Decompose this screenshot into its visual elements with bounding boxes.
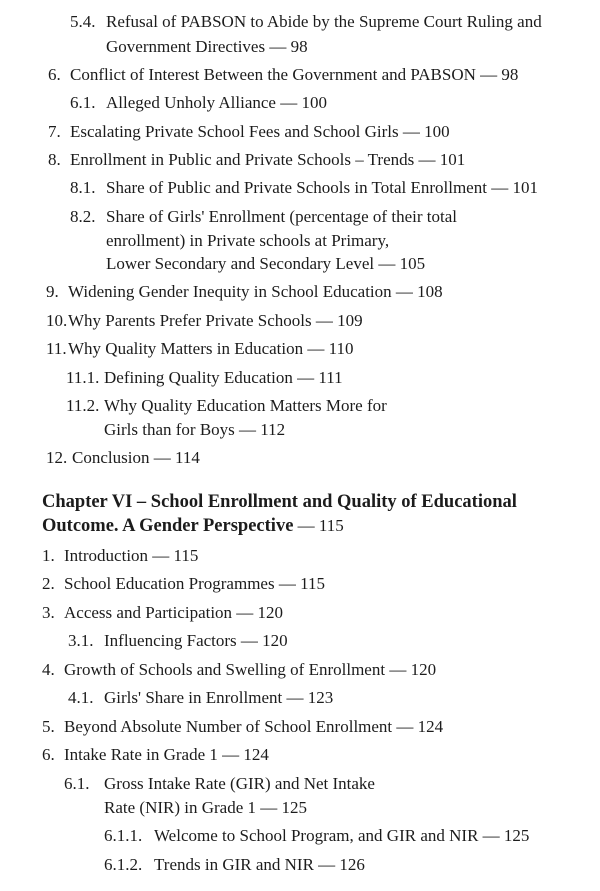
- toc-entry-title: Share of Public and Private Schools in Total Enrollment — 101: [106, 178, 538, 197]
- chapter-title-line2: Outcome. A Gender Perspective: [42, 516, 294, 536]
- toc-entry-number: 6.1.2.: [104, 855, 143, 874]
- toc-entry-number: 6.1.: [64, 774, 90, 793]
- toc-entry-title: Introduction — 115: [64, 546, 199, 565]
- toc-entry-title: Welcome to School Program, and GIR and NIR — 125: [154, 826, 530, 845]
- toc-entry-title: Escalating Private School Fees and School Girls — 100: [70, 122, 450, 141]
- toc-entry-number: 3.: [42, 603, 55, 622]
- toc-entry-title: Conclusion — 114: [72, 448, 200, 467]
- toc-entry-number: 2.: [42, 574, 55, 593]
- toc-entry-title: Intake Rate in Grade 1 — 124: [64, 745, 269, 764]
- toc-entry-number: 4.: [42, 660, 55, 679]
- toc-entry-number: 12.: [46, 448, 68, 467]
- toc-entry-number: 5.: [42, 717, 55, 736]
- toc-entry-title: Growth of Schools and Swelling of Enrollment — 120: [64, 660, 437, 679]
- toc-entry-number: 7.: [48, 122, 61, 141]
- chapter-title-line1: Chapter VI – School Enrollment and Quality of Educational: [42, 492, 517, 512]
- toc-entry-title: enrollment) in Private schools at Primary,: [106, 231, 390, 250]
- toc-entry-number: 6.: [48, 65, 61, 84]
- toc-entry-title: Alleged Unholy Alliance — 100: [106, 93, 327, 112]
- toc-entry-number: 11.: [46, 339, 67, 358]
- chapter-heading-line2: [42, 515, 344, 537]
- toc-entry-title: School Education Programmes — 115: [64, 574, 325, 593]
- toc-entry-number: 4.1.: [68, 688, 94, 707]
- toc-entry-number: 5.4.: [70, 12, 96, 31]
- toc-entry-title: Government Directives — 98: [106, 37, 308, 56]
- toc-entry-title: Lower Secondary and Secondary Level — 105: [106, 254, 426, 273]
- toc-entry-number: 3.1.: [68, 631, 94, 650]
- toc-entry-title: Gross Intake Rate (GIR) and Net Intake: [104, 774, 375, 793]
- toc-entry-number: 11.2.: [66, 396, 100, 415]
- toc-entry-number: 6.: [42, 745, 55, 764]
- toc-entry-title: Refusal of PABSON to Abide by the Supreme Court Ruling and: [106, 12, 542, 31]
- toc-entry-title: Beyond Absolute Number of School Enrollment — 124: [64, 717, 444, 736]
- toc-entry-title: Access and Participation — 120: [64, 603, 284, 622]
- toc-entry-title: Enrollment in Public and Private Schools – Trends — 101: [70, 150, 466, 169]
- toc-entry-title: Influencing Factors — 120: [104, 631, 288, 650]
- toc-entry-title: Why Quality Education Matters More for: [104, 396, 387, 415]
- toc-entry-title: Why Parents Prefer Private Schools — 109: [68, 311, 363, 330]
- chapter-page-number: — 115: [293, 516, 344, 535]
- toc-entry-title: Girls than for Boys — 112: [104, 420, 286, 439]
- toc-entry-number: 8.2.: [70, 207, 96, 226]
- toc-entry-number: 11.1.: [66, 368, 100, 387]
- toc-entry-title: Trends in GIR and NIR — 126: [154, 855, 365, 874]
- toc-entry-number: 1.: [42, 546, 55, 565]
- toc-entry-number: 6.1.: [70, 93, 96, 112]
- toc-entry-number: 9.: [46, 282, 59, 301]
- toc-entry-title: Why Quality Matters in Education — 110: [68, 339, 354, 358]
- toc-entry-number: 8.1.: [70, 178, 96, 197]
- toc-entry-title: Defining Quality Education — 111: [104, 368, 343, 387]
- chapter-heading: [42, 491, 517, 513]
- toc-entry-title: Rate (NIR) in Grade 1 — 125: [104, 798, 308, 817]
- toc-entry-title: Conflict of Interest Between the Government and PABSON — 98: [70, 65, 519, 84]
- toc-entry-title: Share of Girls' Enrollment (percentage of their total: [106, 207, 457, 226]
- toc-entry-number: 8.: [48, 150, 61, 169]
- toc-entry-number: 6.1.1.: [104, 826, 143, 845]
- toc-entry-title: Widening Gender Inequity in School Education — 108: [68, 282, 443, 301]
- toc-entry-title: Girls' Share in Enrollment — 123: [104, 688, 334, 707]
- toc-entry-number: 10.: [46, 311, 68, 330]
